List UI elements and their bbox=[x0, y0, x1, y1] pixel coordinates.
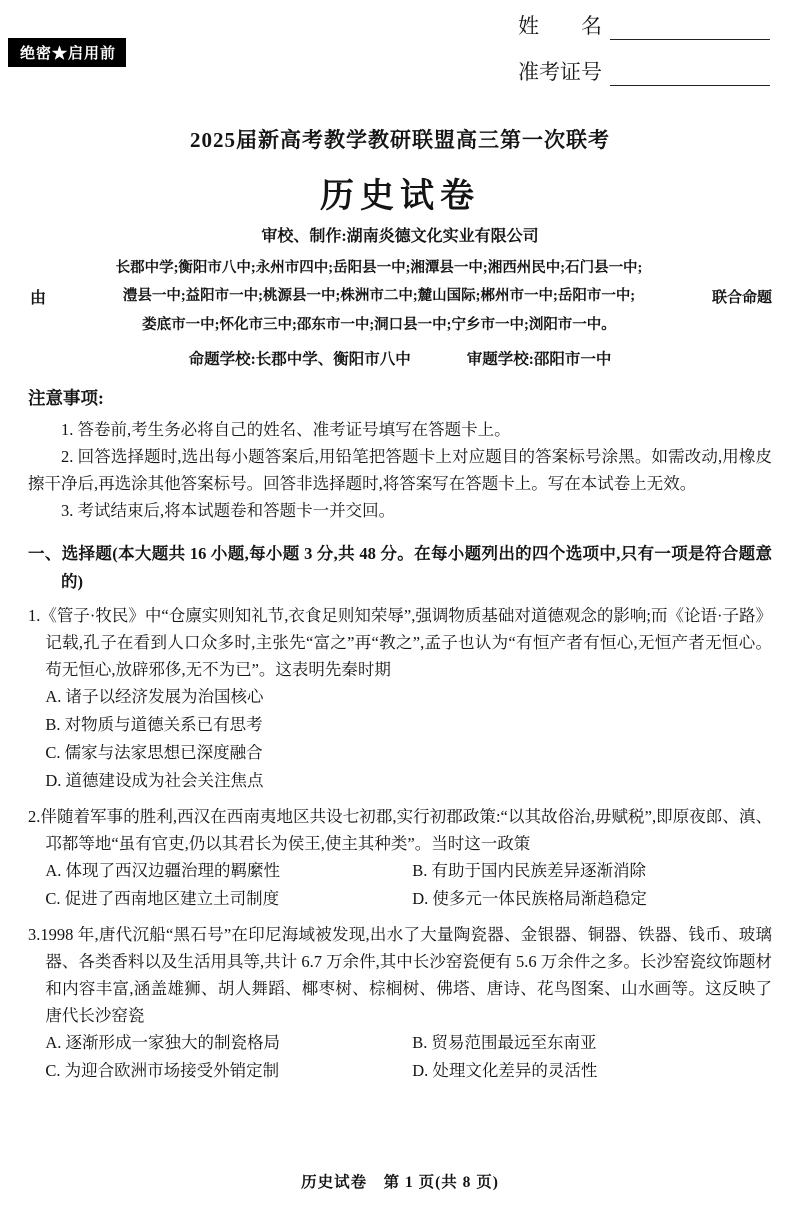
question-body: 《管子·牧民》中“仓廪实则知礼节,衣食足则知荣辱”,强调物质基础对道德观念的影响;而《论语·子路》记载,孔子在看到人口众多时,主张先“富之”再“教之”,孟子也认为“有恒产者有恒心,无恒产者无恒心。苟无恒心,放辟邪侈,无不为已”。这表明先秦时期 bbox=[40, 605, 772, 679]
exam-no-blank-line bbox=[610, 60, 770, 86]
name-field-row bbox=[518, 10, 770, 40]
option-b: B. 对物质与道德关系已有思考 bbox=[45, 714, 263, 734]
reviewer-school: 审题学校:邵阳市一中 bbox=[466, 350, 612, 368]
option-a: A. 诸子以经济发展为治国核心 bbox=[45, 686, 264, 706]
student-fields bbox=[518, 10, 770, 102]
question-2 bbox=[28, 803, 772, 913]
question-1-text bbox=[28, 602, 772, 683]
question-3 bbox=[28, 921, 772, 1085]
question-3-text bbox=[28, 921, 772, 1029]
consortium-prefix: 由 bbox=[30, 289, 47, 307]
exam-league-title: 2025届新高考教学教研联盟高三第一次联考 bbox=[190, 128, 610, 152]
name-label: 姓 名 bbox=[518, 14, 602, 38]
question-3-options bbox=[28, 1029, 772, 1085]
page-header bbox=[20, 0, 772, 104]
notice-item-1: 1. 答卷前,考生务必将自己的姓名、准考证号填写在答题卡上。 bbox=[61, 419, 511, 439]
producer-line: 审校、制作:湖南炎德文化实业有限公司 bbox=[261, 228, 539, 245]
question-1-options bbox=[28, 683, 772, 795]
option-c: C. 儒家与法家思想已深度融合 bbox=[45, 742, 263, 762]
school-list-line: 娄底市一中;怀化市三中;邵东市一中;洞口县一中;宁乡市一中;浏阳市一中。 bbox=[142, 316, 616, 333]
option-a: A. 逐渐形成一家独大的制瓷格局 bbox=[45, 1032, 280, 1052]
question-number: 2. bbox=[28, 806, 41, 826]
option-d: D. 处理文化差异的灵活性 bbox=[412, 1060, 598, 1080]
school-consortium bbox=[28, 254, 772, 339]
section-heading: 一、选择题(本大题共 16 小题,每小题 3 分,共 48 分。在每小题列出的四个选项中,只有一项是符合题意的) bbox=[28, 543, 772, 591]
question-number: 1. bbox=[28, 605, 41, 625]
question-2-text bbox=[28, 803, 772, 857]
proposer-row bbox=[28, 347, 772, 369]
question-number: 3. bbox=[28, 924, 41, 944]
question-body: 伴随着军事的胜利,西汉在西南夷地区共设七初郡,实行初郡政策:“以其故俗治,毋赋税”,即原夜郎、滇、邛都等地“虽有官吏,仍以其君长为侯王,使主其种类”。当时这一政策 bbox=[40, 806, 772, 853]
consortium-suffix: 联合命题 bbox=[711, 289, 772, 306]
school-list-line: 澧县一中;益阳市一中;桃源县一中;株洲市二中;麓山国际;郴州市一中;岳阳市一中; bbox=[122, 288, 636, 305]
option-c: C. 为迎合欧洲市场接受外销定制 bbox=[45, 1060, 280, 1080]
school-list-line: 长郡中学;衡阳市八中;永州市四中;岳阳县一中;湘潭县一中;湘西州民中;石门县一中; bbox=[115, 260, 643, 276]
option-b: B. 贸易范围最远至东南亚 bbox=[412, 1032, 597, 1052]
proposer-school: 命题学校:长郡中学、衡阳市八中 bbox=[188, 350, 411, 368]
classification-banner: 绝密★启用前 bbox=[8, 38, 126, 67]
school-list bbox=[50, 254, 708, 339]
option-d: D. 道德建设成为社会关注焦点 bbox=[45, 770, 264, 790]
option-a: A. 体现了西汉边疆治理的羁縻性 bbox=[45, 860, 280, 880]
option-b: B. 有助于国内民族差异逐渐消除 bbox=[412, 860, 647, 880]
exam-no-field-row bbox=[518, 56, 770, 86]
question-1 bbox=[28, 602, 772, 795]
exam-no-label: 准考证号 bbox=[518, 60, 602, 84]
notice-item-2: 2. 回答选择题时,选出每小题答案后,用铅笔把答题卡上对应题目的答案标号涂黑。如需改动,用橡皮擦干净后,再选涂其他答案标号。回答非选择题时,将答案写在答题卡上。写在本试卷上无效。 bbox=[28, 446, 772, 493]
notice-item-3: 3. 考试结束后,将本试题卷和答题卡一并交回。 bbox=[61, 500, 396, 520]
question-body: 1998 年,唐代沉船“黑石号”在印尼海域被发现,出水了大量陶瓷器、金银器、铜器、铁器、钱币、玻璃器、各类香料以及生活用具等,共计 6.7 万余件,其中长沙窑瓷便有 5.6 万余件之多。长沙窑瓷纹饰题材和内容丰富,涵盖雄狮、胡人舞蹈、椰枣树、棕榈树、佛塔、唐诗、花鸟图案、山水画等。这反映了唐代长沙窑瓷 bbox=[40, 924, 772, 1025]
name-blank-line bbox=[610, 14, 770, 40]
page-footer: 历史试卷 第 1 页(共 8 页) bbox=[301, 1174, 499, 1191]
option-d: D. 使多元一体民族格局渐趋稳定 bbox=[412, 888, 647, 908]
notices-title: 注意事项: bbox=[28, 387, 104, 408]
option-c: C. 促进了西南地区建立土司制度 bbox=[45, 888, 280, 908]
question-2-options bbox=[28, 857, 772, 913]
exam-subject-title: 历史试卷 bbox=[320, 178, 480, 215]
